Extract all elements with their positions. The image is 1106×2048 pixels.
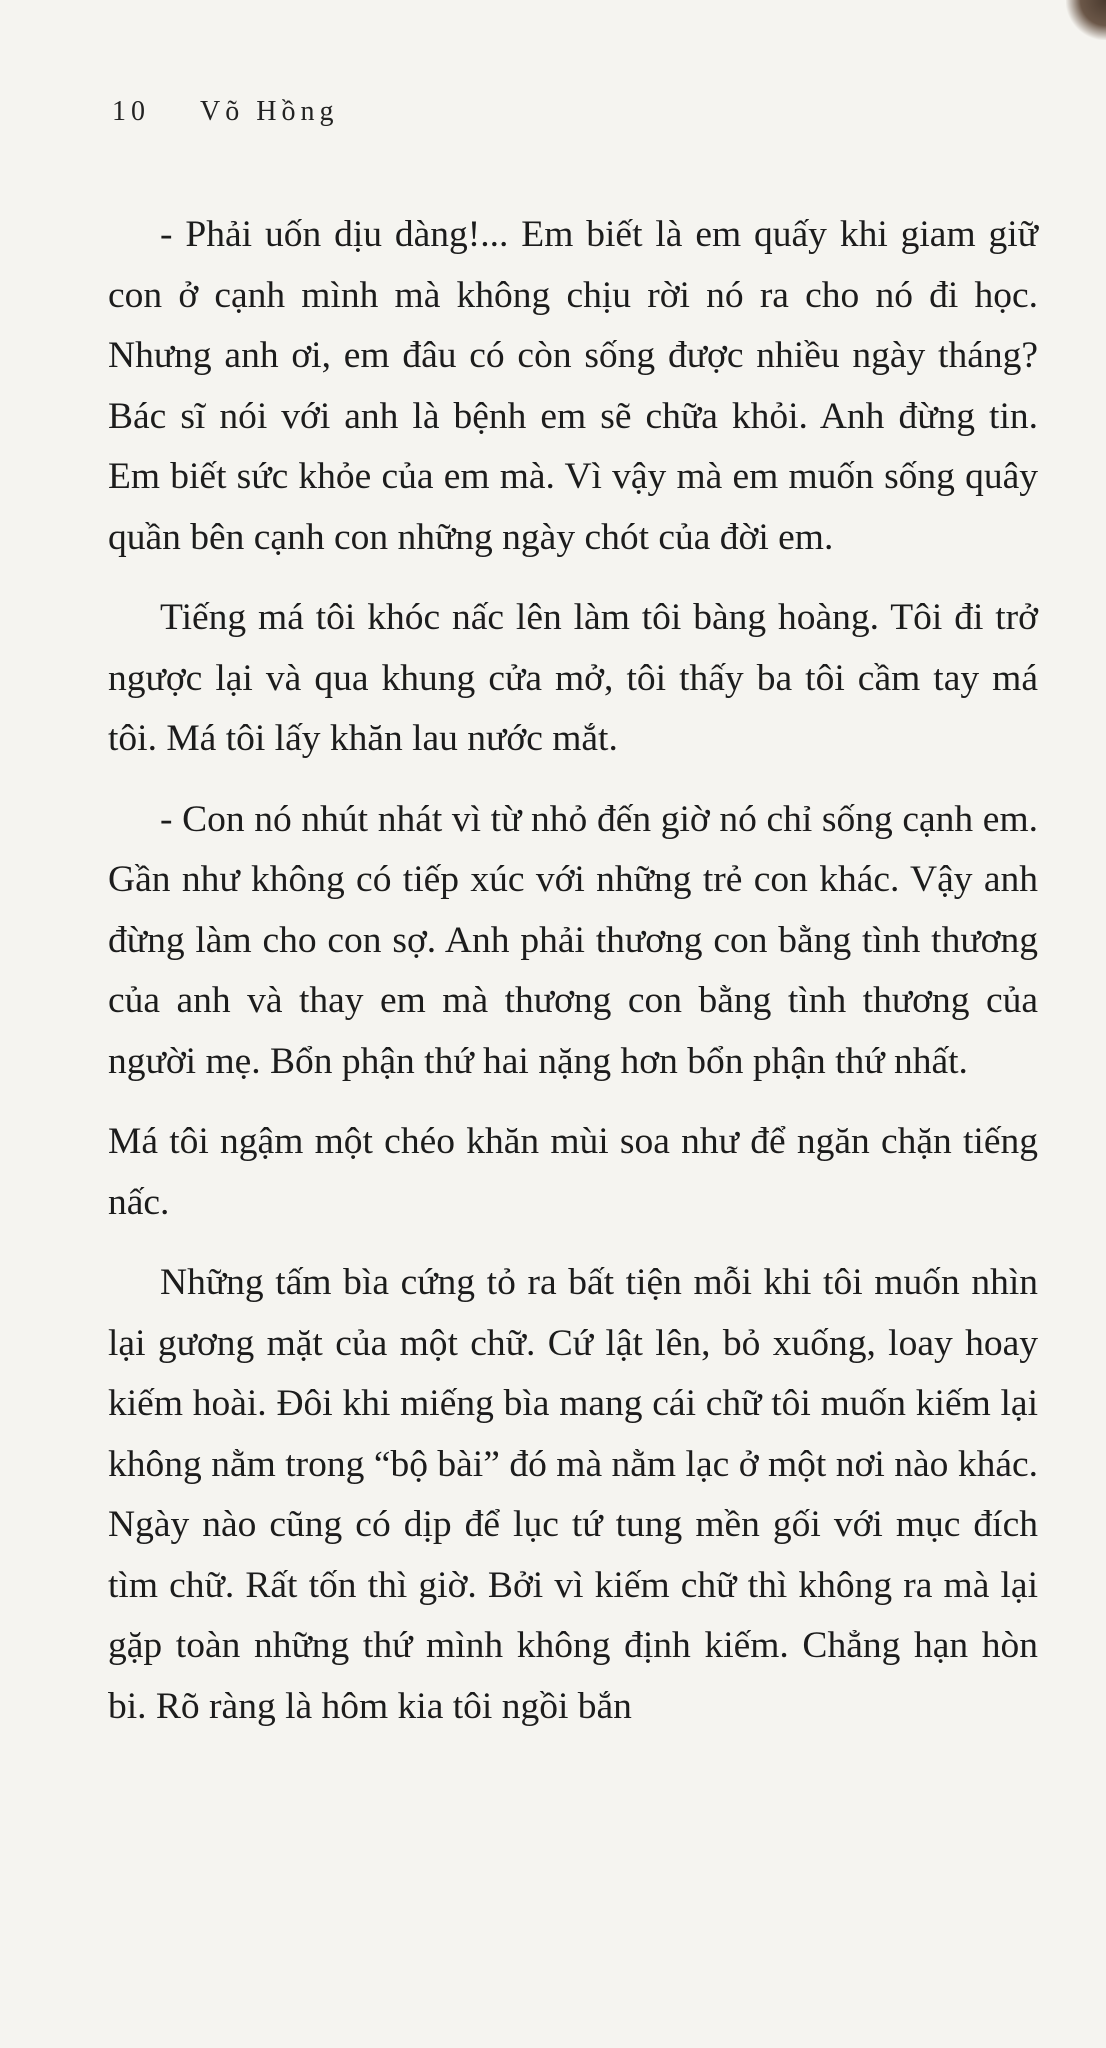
running-header [112,96,338,128]
author-name: Võ Hồng [200,96,339,127]
paragraph-4: Má tôi ngậm một chéo khăn mùi soa như để ngăn chặn tiếng nấc. [108,1121,1038,1223]
page-body [108,205,1038,1757]
paragraph-5: Những tấm bìa cứng tỏ ra bất tiện mỗi khi tôi muốn nhìn lại gương mặt của một chữ. Cứ lật lên, bỏ xuống, loay hoay kiếm hoài. Đôi khi miếng bìa mang cái chữ tôi muốn kiếm lại không nằm trong “bộ bài” đó mà nằm lạc ở một nơi nào khác. Ngày nào cũng có dịp để lục tứ tung mền gối với mục đích tìm chữ. Rất tốn thì giờ. Bởi vì kiếm chữ thì không ra mà lại gặp toàn những thứ mình không định kiếm. Chẳng hạn hòn bi. Rõ ràng là hôm kia tôi ngồi bắn [108,1262,1038,1727]
paragraph-2: Tiếng má tôi khóc nấc lên làm tôi bàng hoàng. Tôi đi trở ngược lại và qua khung cửa mở, tôi thấy ba tôi cầm tay má tôi. Má tôi lấy khăn lau nước mắt. [108,597,1038,759]
paragraph-3: - Con nó nhút nhát vì từ nhỏ đến giờ nó chỉ sống cạnh em. Gần như không có tiếp xúc với những trẻ con khác. Vậy anh đừng làm cho con sợ. Anh phải thương con bằng tình thương của anh và thay em mà thương con bằng tình thương của người mẹ. Bổn phận thứ hai nặng hơn bổn phận thứ nhất. [108,798,1038,1082]
paragraph-1: - Phải uốn dịu dàng!... Em biết là em quấy khi giam giữ con ở cạnh mình mà không chịu rời nó ra cho nó đi học. Nhưng anh ơi, em đâu có còn sống được nhiều ngày tháng? Bác sĩ nói với anh là bệnh em sẽ chữa khỏi. Anh đừng tin. Em biết sức khỏe của em mà. Vì vậy mà em muốn sống quây quần bên cạnh con những ngày chót của đời em. [108,214,1038,558]
page-number: 10 [112,96,150,127]
page-corner-shadow [1066,0,1106,40]
